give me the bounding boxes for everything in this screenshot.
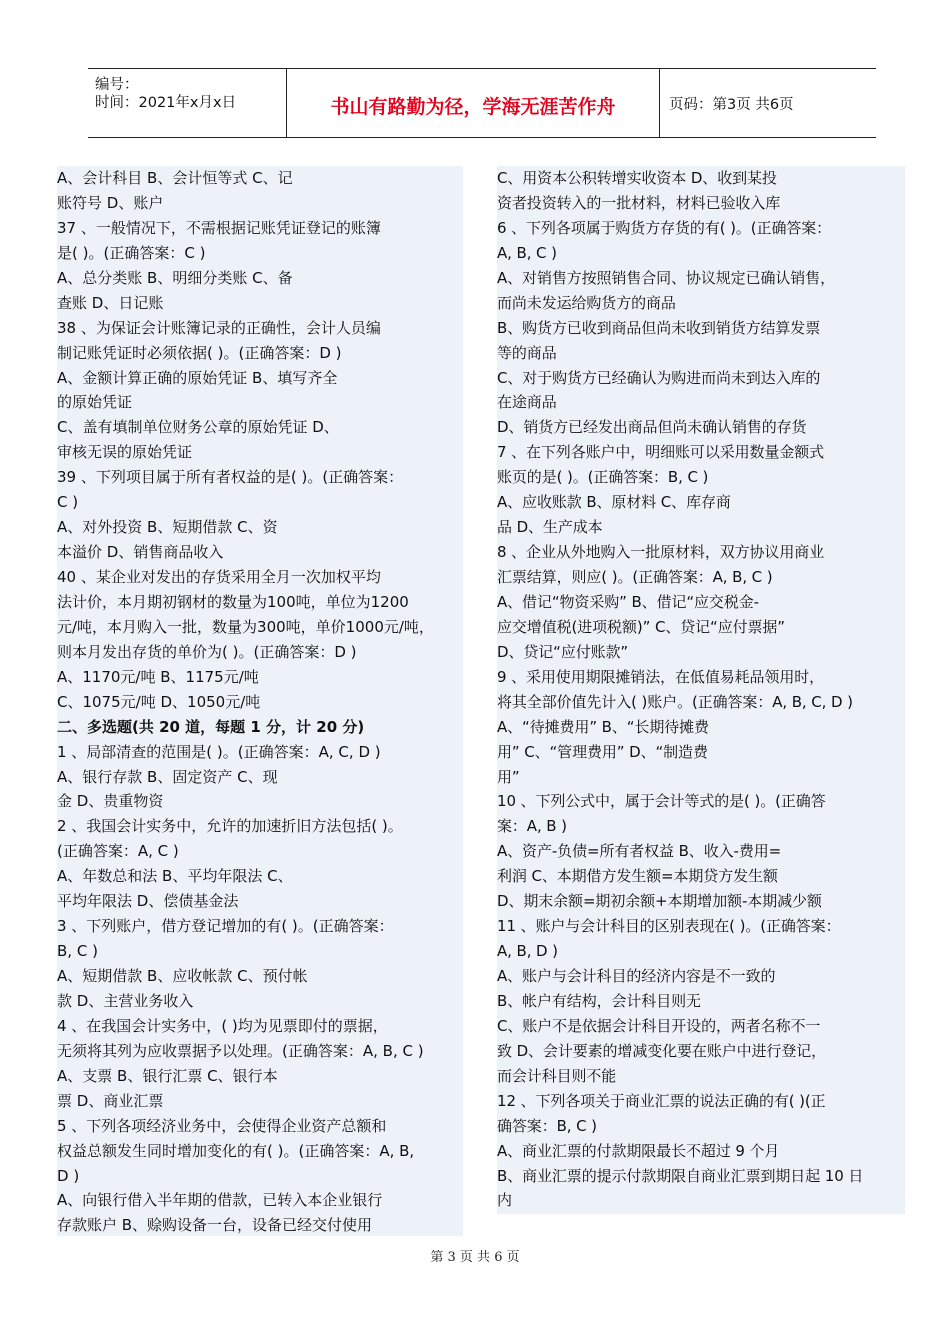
text-line: 39 、下列项目属于所有者权益的是( )。(正确答案： [57, 468, 404, 487]
text-line: 1 、局部清查的范围是( )。(正确答案：A, C, D ) [57, 742, 381, 761]
text-line: 确答案：B, C ) [497, 1116, 597, 1135]
text-line: 3 、下列账户，借方登记增加的有( )。(正确答案： [57, 917, 394, 936]
text-line: C、对于购货方已经确认为购进而尚未到达入库的 [497, 368, 821, 387]
text-line: A, B, C ) [497, 243, 557, 262]
header-info-cell [88, 69, 287, 137]
text-line: 9 、采用使用期限摊销法，在低值易耗品领用时， [497, 667, 825, 686]
text-line: A、对销售方按照销售合同、协议规定已确认销售， [497, 268, 835, 287]
text-line: A、账户与会计科目的经济内容是不一致的 [497, 967, 776, 985]
text-line: 10 、下列公式中，属于会计等式的是( )。(正确答 [497, 792, 826, 811]
motto-text: 书山有路勤为径，学海无涯苦作舟 [330, 96, 616, 118]
text-line: A、短期借款 B、应收帐款 C、预付帐 [57, 967, 308, 985]
text-line: 致 D、会计要素的增减变化要在账户中进行登记， [497, 1041, 827, 1060]
text-line: 二、多选题(共 20 道，每题 1 分，计 20 分) [57, 717, 365, 736]
text-line: C、盖有填制单位财务公章的原始凭证 D、 [57, 418, 339, 437]
text-line: 37 、一般情况下，不需根据记账凭证登记的账簿 [57, 218, 381, 237]
text-line: 11 、账户与会计科目的区别表现在( )。(正确答案： [497, 917, 841, 936]
text-line: 用” [497, 767, 520, 786]
text-line: 金 D、贵重物资 [57, 792, 164, 811]
text-line: D ) [57, 1166, 80, 1185]
text-line: 40 、某企业对发出的存货采用全月一次加权平均 [57, 568, 381, 586]
text-line: 无须将其列为应收票据予以处理。(正确答案：A, B, C ) [57, 1041, 424, 1060]
text-line: A、对外投资 B、短期借款 C、资 [57, 518, 278, 537]
text-line: B, C ) [57, 942, 98, 961]
text-line: 法计价，本月期初钢材的数量为100吨，单位为1200 [57, 592, 409, 611]
text-line: 的原始凭证 [57, 393, 133, 412]
text-line: 7 、在下列各账户中，明细账可以采用数量金额式 [497, 443, 825, 462]
text-line: 权益总额发生同时增加变化的有( )。(正确答案：A, B, [57, 1141, 415, 1160]
text-line: A、会计科目 B、会计恒等式 C、记 [57, 169, 293, 187]
text-line: 平均年限法 D、偿债基金法 [57, 892, 239, 911]
text-line: 票 D、商业汇票 [57, 1091, 164, 1110]
text-line: D、贷记“应付账款” [497, 642, 629, 661]
text-line: 案：A, B ) [497, 817, 567, 836]
text-line: 将其全部价值先计入( )账户。(正确答案：A, B, C, D ) [497, 692, 853, 711]
time-label: 时间：2021年x月x日 [95, 95, 237, 111]
text-line: A、“待摊费用” B、“长期待摊费 [497, 717, 709, 736]
page-header [88, 68, 876, 138]
text-line: 用” C、“管理费用” D、“制造费 [497, 742, 708, 761]
text-line: A、向银行借入半年期的借款，已转入本企业银行 [57, 1191, 383, 1210]
page-footer: 第 3 页 共 6 页 [430, 1250, 520, 1265]
text-line: 账符号 D、账户 [57, 193, 164, 212]
text-line: (正确答案：A, C ) [57, 842, 179, 861]
text-line: B、购货方已收到商品但尚未收到销货方结算发票 [497, 318, 821, 337]
text-line: D、期末余额=期初余额+本期增加额-本期减少额 [497, 892, 822, 911]
text-line: D、销货方已经发出商品但尚未确认销售的存货 [497, 418, 807, 437]
text-line: A、商业汇票的付款期限最长不超过 9 个月 [497, 1141, 780, 1160]
text-line: 38 、为保证会计账簿记录的正确性，会计人员编 [57, 318, 381, 337]
text-line: 6 、下列各项属于购货方存货的有( )。(正确答案： [497, 218, 832, 237]
text-line: 而尚未发运给购货方的商品 [497, 293, 676, 312]
text-line: 查账 D、日记账 [57, 293, 164, 312]
text-line: A、支票 B、银行汇票 C、银行本 [57, 1066, 278, 1085]
text-line: A、应收账款 B、原材料 C、库存商 [497, 493, 731, 512]
text-line: 制记账凭证时必须依据( )。(正确答案：D ) [57, 343, 342, 362]
text-line: 在途商品 [497, 393, 557, 412]
text-line: 汇票结算，则应( )。(正确答案：A, B, C ) [497, 568, 773, 586]
text-line: A、借记“物资采购” B、借记“应交税金- [497, 592, 759, 611]
text-line: A、总分类账 B、明细分类账 C、备 [57, 268, 293, 287]
text-line: 等的商品 [497, 343, 557, 362]
text-line: 元/吨，本月购入一批，数量为300吨，单价1000元/吨， [57, 617, 434, 636]
left-column [57, 166, 463, 1236]
text-line: B、商业汇票的提示付款期限自商业汇票到期日起 10 日 [497, 1166, 864, 1185]
text-line: 12 、下列各项关于商业汇票的说法正确的有( )(正 [497, 1091, 826, 1110]
right-column [497, 166, 905, 1214]
text-line: C、1075元/吨 D、1050元/吨 [57, 692, 261, 711]
text-line: 款 D、主营业务收入 [57, 991, 194, 1010]
text-line: A、资产-负债=所有者权益 B、收入-费用= [497, 842, 782, 861]
text-line: 而会计科目则不能 [497, 1066, 617, 1085]
text-line: 则本月发出存货的单价为( )。(正确答案：D ) [57, 642, 357, 661]
text-line: B、帐户有结构，会计科目则无 [497, 991, 701, 1010]
text-line: A、1170元/吨 B、1175元/吨 [57, 667, 259, 686]
text-line: 内 [497, 1191, 512, 1210]
text-line: 4 、在我国会计实务中，( )均为见票即付的票据， [57, 1016, 388, 1035]
header-motto-cell [287, 69, 660, 137]
text-line: 审核无误的原始凭证 [57, 443, 193, 462]
text-line: 2 、我国会计实务中，允许的加速折旧方法包括( )。 [57, 817, 403, 836]
text-line: 8 、企业从外地购入一批原材料，双方协议用商业 [497, 543, 825, 562]
text-line: C ) [57, 493, 79, 512]
text-line: 账页的是( )。(正确答案：B, C ) [497, 468, 709, 487]
serial-label: 编号： [95, 77, 139, 93]
text-line: 利润 C、本期借方发生额=本期贷方发生额 [497, 867, 778, 886]
text-line: 品 D、生产成本 [497, 518, 603, 537]
text-line: A, B, D ) [497, 942, 558, 961]
text-line: 5 、下列各项经济业务中，会使得企业资产总额和 [57, 1116, 387, 1135]
text-line: C、账户不是依据会计科目开设的，两者名称不一 [497, 1016, 821, 1035]
text-line: C、用资本公积转增实收资本 D、收到某投 [497, 169, 777, 187]
text-line: 资者投资转入的一批材料，材料已验收入库 [497, 193, 781, 212]
text-line: 本溢价 D、销售商品收入 [57, 543, 224, 562]
text-line: 存款账户 B、赊购设备一台，设备已经交付使用 [57, 1216, 373, 1235]
text-line: A、年数总和法 B、平均年限法 C、 [57, 867, 293, 886]
text-line: 是( )。(正确答案：C ) [57, 243, 206, 262]
header-page-cell [660, 69, 876, 137]
text-line: A、金额计算正确的原始凭证 B、填写齐全 [57, 368, 338, 387]
text-line: 应交增值税(进项税额)” C、贷记“应付票据” [497, 617, 785, 636]
text-line: A、银行存款 B、固定资产 C、现 [57, 767, 278, 786]
page-label: 页码：第3页 共6页 [669, 97, 794, 113]
